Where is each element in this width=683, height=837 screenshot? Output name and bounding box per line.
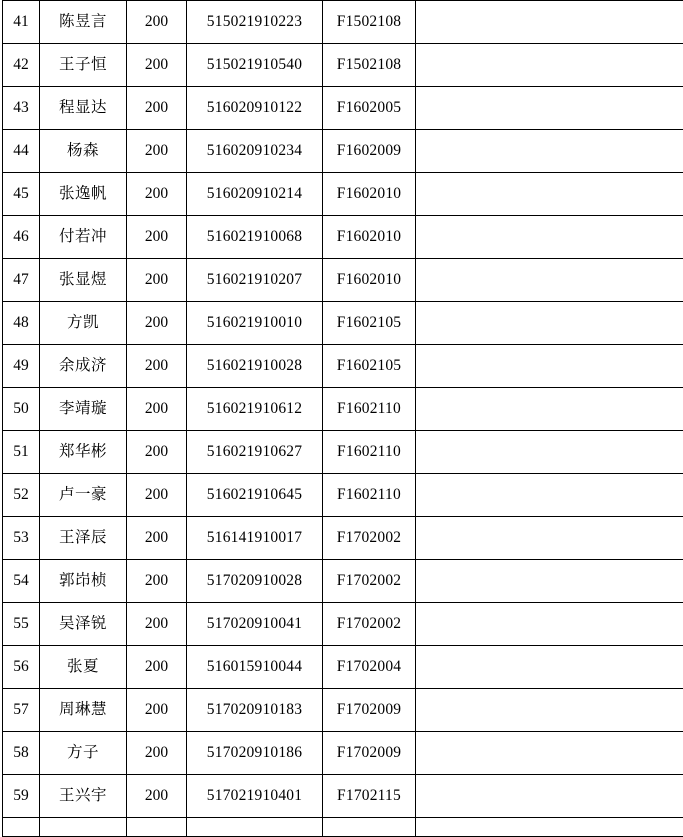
cell-notes <box>416 44 683 87</box>
cell-index: 51 <box>3 431 40 474</box>
table-row <box>3 173 683 216</box>
cell-notes <box>416 517 683 560</box>
cell-notes <box>416 775 683 818</box>
cell-code: F1602010 <box>323 216 416 259</box>
table-row <box>3 130 683 173</box>
cell-id-number: 516021910207 <box>187 259 323 302</box>
cell-score: 200 <box>127 216 187 259</box>
cell-score: 200 <box>127 259 187 302</box>
cell-code: F1702002 <box>323 603 416 646</box>
cell-index: 55 <box>3 603 40 646</box>
cell-index: 59 <box>3 775 40 818</box>
cell-score: 200 <box>127 87 187 130</box>
cell-notes <box>416 818 683 837</box>
cell-code: F1702115 <box>323 775 416 818</box>
cell-code: F1602010 <box>323 173 416 216</box>
cell-code: F1602105 <box>323 302 416 345</box>
cell-score: 200 <box>127 388 187 431</box>
table-row <box>3 216 683 259</box>
cell-id-number: 516020910214 <box>187 173 323 216</box>
cell-name: 王泽辰 <box>40 517 127 560</box>
table-row <box>3 87 683 130</box>
table-row <box>3 259 683 302</box>
cell-score: 200 <box>127 130 187 173</box>
cell-id-number: 516020910122 <box>187 87 323 130</box>
cell-id-number: 516021910627 <box>187 431 323 474</box>
cell-name: 吴泽锐 <box>40 603 127 646</box>
cell-notes <box>416 474 683 517</box>
table-row <box>3 603 683 646</box>
cell-name: 卢一豪 <box>40 474 127 517</box>
cell-score: 200 <box>127 689 187 732</box>
cell-id-number: 516021910068 <box>187 216 323 259</box>
cell-id-number: 516141910017 <box>187 517 323 560</box>
cell-score: 200 <box>127 44 187 87</box>
cell-index: 47 <box>3 259 40 302</box>
cell-notes <box>416 302 683 345</box>
cell-name: 张显煜 <box>40 259 127 302</box>
cell-score: 200 <box>127 173 187 216</box>
cell-name: 付若冲 <box>40 216 127 259</box>
cell-notes <box>416 1 683 44</box>
cell-name: 方子 <box>40 732 127 775</box>
cell-code: F1602010 <box>323 259 416 302</box>
cell-name: 余成济 <box>40 345 127 388</box>
cell-score: 200 <box>127 775 187 818</box>
cell-index: 54 <box>3 560 40 603</box>
cell-notes <box>416 216 683 259</box>
table-row <box>3 560 683 603</box>
cell-code: F1702009 <box>323 689 416 732</box>
cell-id-number: 516021910028 <box>187 345 323 388</box>
cell-name: 陈昱言 <box>40 1 127 44</box>
cell-notes <box>416 646 683 689</box>
cell-code: F1602009 <box>323 130 416 173</box>
cell-notes <box>416 431 683 474</box>
cell-notes <box>416 173 683 216</box>
cell-index: 53 <box>3 517 40 560</box>
cell-score: 200 <box>127 732 187 775</box>
cell-notes <box>416 603 683 646</box>
cell-name: 张逸帆 <box>40 173 127 216</box>
cell-score <box>127 818 187 837</box>
cell-notes <box>416 560 683 603</box>
cell-index <box>3 818 40 837</box>
table-row <box>3 732 683 775</box>
cell-id-number: 517020910028 <box>187 560 323 603</box>
cell-code <box>323 818 416 837</box>
cell-score: 200 <box>127 560 187 603</box>
cell-notes <box>416 259 683 302</box>
cell-index: 56 <box>3 646 40 689</box>
cell-code: F1702004 <box>323 646 416 689</box>
cell-id-number: 517020910183 <box>187 689 323 732</box>
cell-name: 王子恒 <box>40 44 127 87</box>
cell-index: 49 <box>3 345 40 388</box>
cell-score: 200 <box>127 646 187 689</box>
cell-name: 郭岇桢 <box>40 560 127 603</box>
table-row <box>3 646 683 689</box>
cell-name: 郑华彬 <box>40 431 127 474</box>
cell-id-number: 517020910041 <box>187 603 323 646</box>
cell-score: 200 <box>127 603 187 646</box>
cell-score: 200 <box>127 431 187 474</box>
cell-id-number: 515021910223 <box>187 1 323 44</box>
cell-score: 200 <box>127 1 187 44</box>
cell-name: 张夏 <box>40 646 127 689</box>
cell-index: 46 <box>3 216 40 259</box>
cell-id-number: 516021910612 <box>187 388 323 431</box>
cell-code: F1602110 <box>323 474 416 517</box>
table-row <box>3 689 683 732</box>
cell-index: 52 <box>3 474 40 517</box>
table-row <box>3 431 683 474</box>
cell-code: F1602110 <box>323 431 416 474</box>
cell-id-number: 515021910540 <box>187 44 323 87</box>
cell-notes <box>416 732 683 775</box>
cell-code: F1502108 <box>323 44 416 87</box>
cell-score: 200 <box>127 474 187 517</box>
table-row <box>3 517 683 560</box>
cell-notes <box>416 345 683 388</box>
cell-name: 杨森 <box>40 130 127 173</box>
table-row <box>3 818 683 837</box>
cell-id-number: 517020910186 <box>187 732 323 775</box>
cell-name: 周琳慧 <box>40 689 127 732</box>
table-row <box>3 474 683 517</box>
table-row <box>3 345 683 388</box>
cell-name: 王兴宇 <box>40 775 127 818</box>
cell-index: 48 <box>3 302 40 345</box>
cell-index: 50 <box>3 388 40 431</box>
table-row <box>3 388 683 431</box>
cell-score: 200 <box>127 302 187 345</box>
cell-name: 李靖璇 <box>40 388 127 431</box>
cell-index: 58 <box>3 732 40 775</box>
cell-id-number <box>187 818 323 837</box>
table-row <box>3 44 683 87</box>
cell-code: F1702002 <box>323 560 416 603</box>
cell-index: 42 <box>3 44 40 87</box>
roster-table <box>2 0 683 837</box>
cell-score: 200 <box>127 345 187 388</box>
cell-index: 41 <box>3 1 40 44</box>
cell-code: F1702002 <box>323 517 416 560</box>
cell-name <box>40 818 127 837</box>
cell-code: F1602110 <box>323 388 416 431</box>
cell-id-number: 516020910234 <box>187 130 323 173</box>
roster-table-body <box>3 1 683 837</box>
cell-code: F1602105 <box>323 345 416 388</box>
cell-index: 57 <box>3 689 40 732</box>
cell-code: F1702009 <box>323 732 416 775</box>
cell-code: F1602005 <box>323 87 416 130</box>
cell-notes <box>416 130 683 173</box>
cell-index: 44 <box>3 130 40 173</box>
cell-notes <box>416 689 683 732</box>
cell-id-number: 517021910401 <box>187 775 323 818</box>
cell-id-number: 516015910044 <box>187 646 323 689</box>
cell-id-number: 516021910645 <box>187 474 323 517</box>
cell-code: F1502108 <box>323 1 416 44</box>
cell-index: 43 <box>3 87 40 130</box>
cell-name: 程显达 <box>40 87 127 130</box>
cell-name: 方凯 <box>40 302 127 345</box>
cell-notes <box>416 388 683 431</box>
cell-score: 200 <box>127 517 187 560</box>
cell-id-number: 516021910010 <box>187 302 323 345</box>
table-row <box>3 302 683 345</box>
table-row <box>3 1 683 44</box>
table-row <box>3 775 683 818</box>
cell-notes <box>416 87 683 130</box>
cell-index: 45 <box>3 173 40 216</box>
